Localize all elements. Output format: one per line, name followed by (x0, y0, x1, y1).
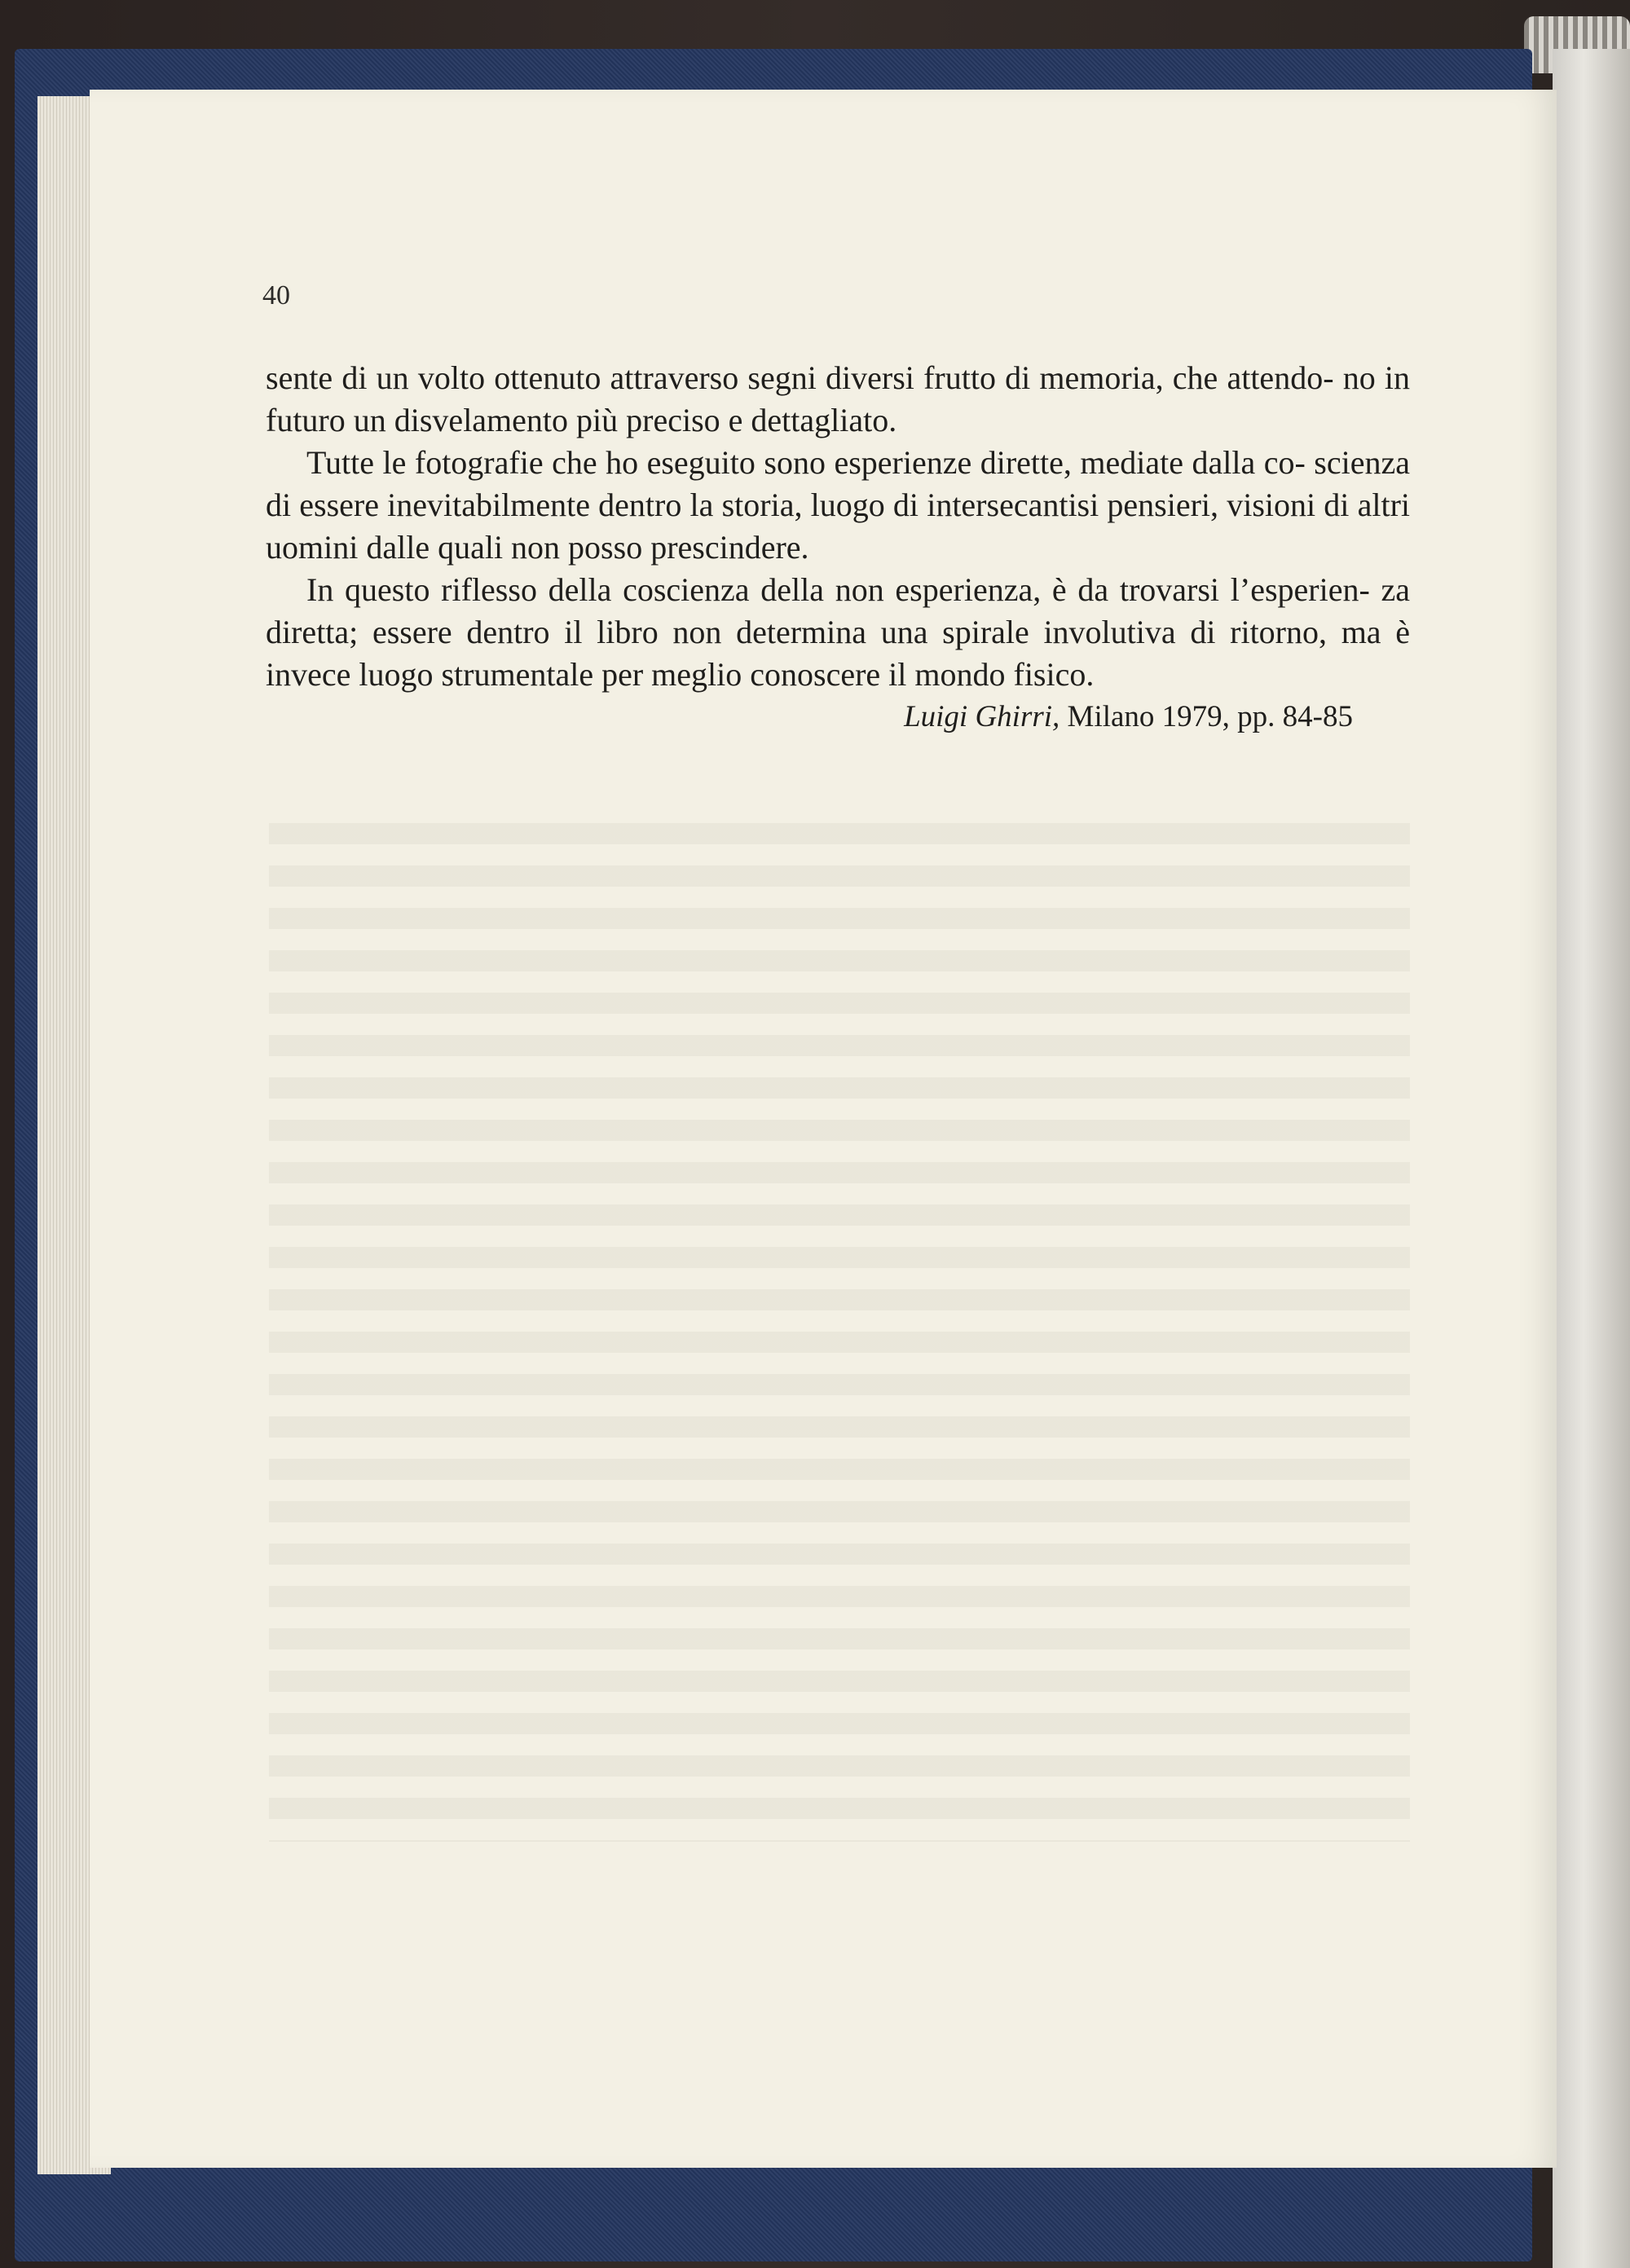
page-block-edge (1553, 49, 1630, 2268)
citation (904, 699, 1353, 734)
page-number: 40 (262, 280, 290, 310)
body-text (266, 357, 1410, 696)
citation-source: Milano 1979, pp. 84-85 (1060, 700, 1353, 733)
citation-author: Luigi Ghirri, (904, 700, 1060, 733)
paragraph-3: In questo riflesso della coscienza della non esperienza, è da trovarsi l’esperien- za diretta; essere dentro il libro non determina una spirale involutiva di ritorno, ma è invece luogo strumentale per meglio conoscere il mondo fisico. (266, 571, 1410, 693)
paragraph-2: Tutte le fotografie che ho eseguito sono esperienze dirette, mediate dalla co- scienza di essere inevitabilmente dentro la storia, luogo di intersecantisi pensieri, visioni di altri uomini dalle quali non posso prescindere. (266, 444, 1410, 566)
paragraph-1: sente di un volto ottenuto attraverso segni diversi frutto di memoria, che attendo- no in futuro un disvelamento più preciso e dettagliato. (266, 359, 1410, 438)
